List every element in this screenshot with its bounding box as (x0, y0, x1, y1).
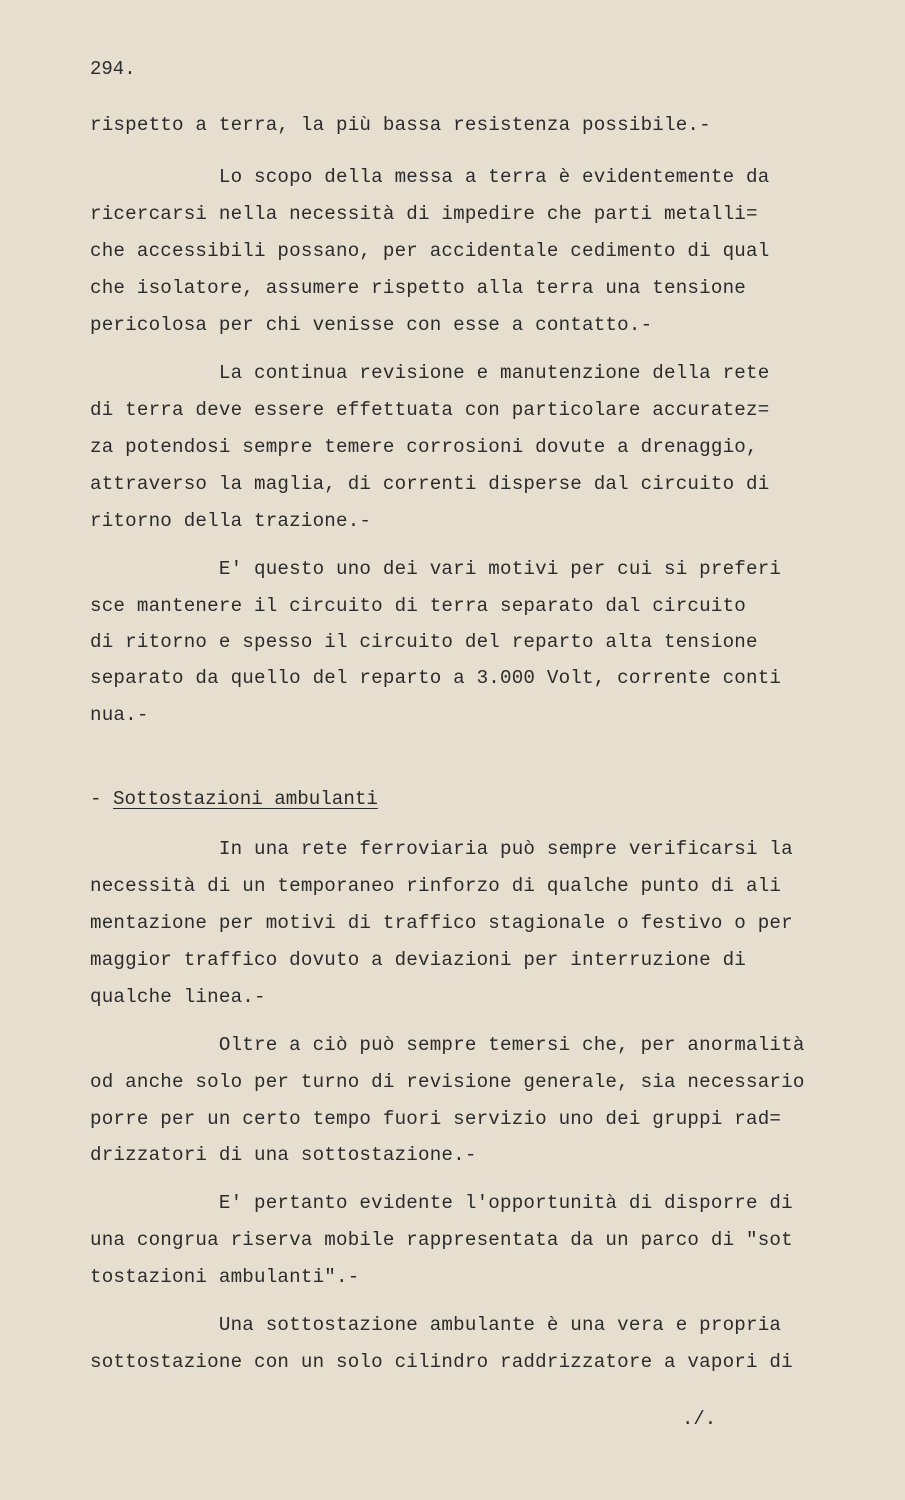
text-line: za potendosi sempre temere corrosioni dovute a drenaggio, (90, 436, 758, 458)
text-line: necessità di un temporaneo rinforzo di qualche punto di ali (90, 875, 782, 897)
continuation-mark: ./. (682, 1408, 717, 1430)
text-line: Oltre a ciò può sempre temersi che, per anormalità (90, 1034, 805, 1056)
text-line: od anche solo per turno di revisione generale, sia necessario (90, 1071, 805, 1093)
text-line: sottostazione con un solo cilindro raddrizzatore a vapori di (90, 1351, 793, 1373)
text-line: separato da quello del reparto a 3.000 Volt, corrente conti (90, 667, 782, 689)
text-line: E' questo uno dei vari motivi per cui si preferi (90, 558, 782, 580)
text-line: qualche linea.- (90, 986, 266, 1008)
text-line: Lo scopo della messa a terra è evidentemente da (90, 166, 770, 188)
text-line: sce mantenere il circuito di terra separato dal circuito (90, 595, 747, 617)
text-line: tostazioni ambulanti".- (90, 1266, 360, 1288)
text-line: Una sottostazione ambulante è una vera e propria (90, 1314, 782, 1336)
text-line: nua.- (90, 704, 149, 726)
text-line: attraverso la maglia, di correnti disperse dal circuito di (90, 473, 770, 495)
text-line: rispetto a terra, la più bassa resistenza possibile.- (90, 114, 711, 136)
text-line: La continua revisione e manutenzione della rete (90, 362, 770, 384)
text-line: di ritorno e spesso il circuito del reparto alta tensione (90, 631, 758, 653)
text-line: che isolatore, assumere rispetto alla terra una tensione (90, 277, 747, 299)
text-line: una congrua riserva mobile rappresentata da un parco di "sot (90, 1229, 793, 1251)
page-number: 294. (90, 58, 136, 80)
text-line: ricercarsi nella necessità di impedire che parti metalli= (90, 203, 758, 225)
text-line: porre per un certo tempo fuori servizio uno dei gruppi rad= (90, 1108, 782, 1130)
text-line: che accessibili possano, per accidentale cedimento di qual (90, 240, 770, 262)
text-line: maggior traffico dovuto a deviazioni per interruzione di (90, 949, 747, 971)
text-line: ritorno della trazione.- (90, 510, 372, 532)
text-line: di terra deve essere effettuata con particolare accuratez= (90, 399, 770, 421)
text-line: pericolosa per chi venisse con esse a contatto.- (90, 314, 653, 336)
text-line: E' pertanto evidente l'opportunità di disporre di (90, 1192, 793, 1214)
heading-text: Sottostazioni ambulanti (113, 788, 378, 810)
text-line: mentazione per motivi di traffico stagionale o festivo o per (90, 912, 793, 934)
text-line: In una rete ferroviaria può sempre verificarsi la (90, 838, 793, 860)
text-line: drizzatori di una sottostazione.- (90, 1144, 477, 1166)
heading-dash: - (90, 788, 114, 810)
section-heading (90, 788, 378, 810)
